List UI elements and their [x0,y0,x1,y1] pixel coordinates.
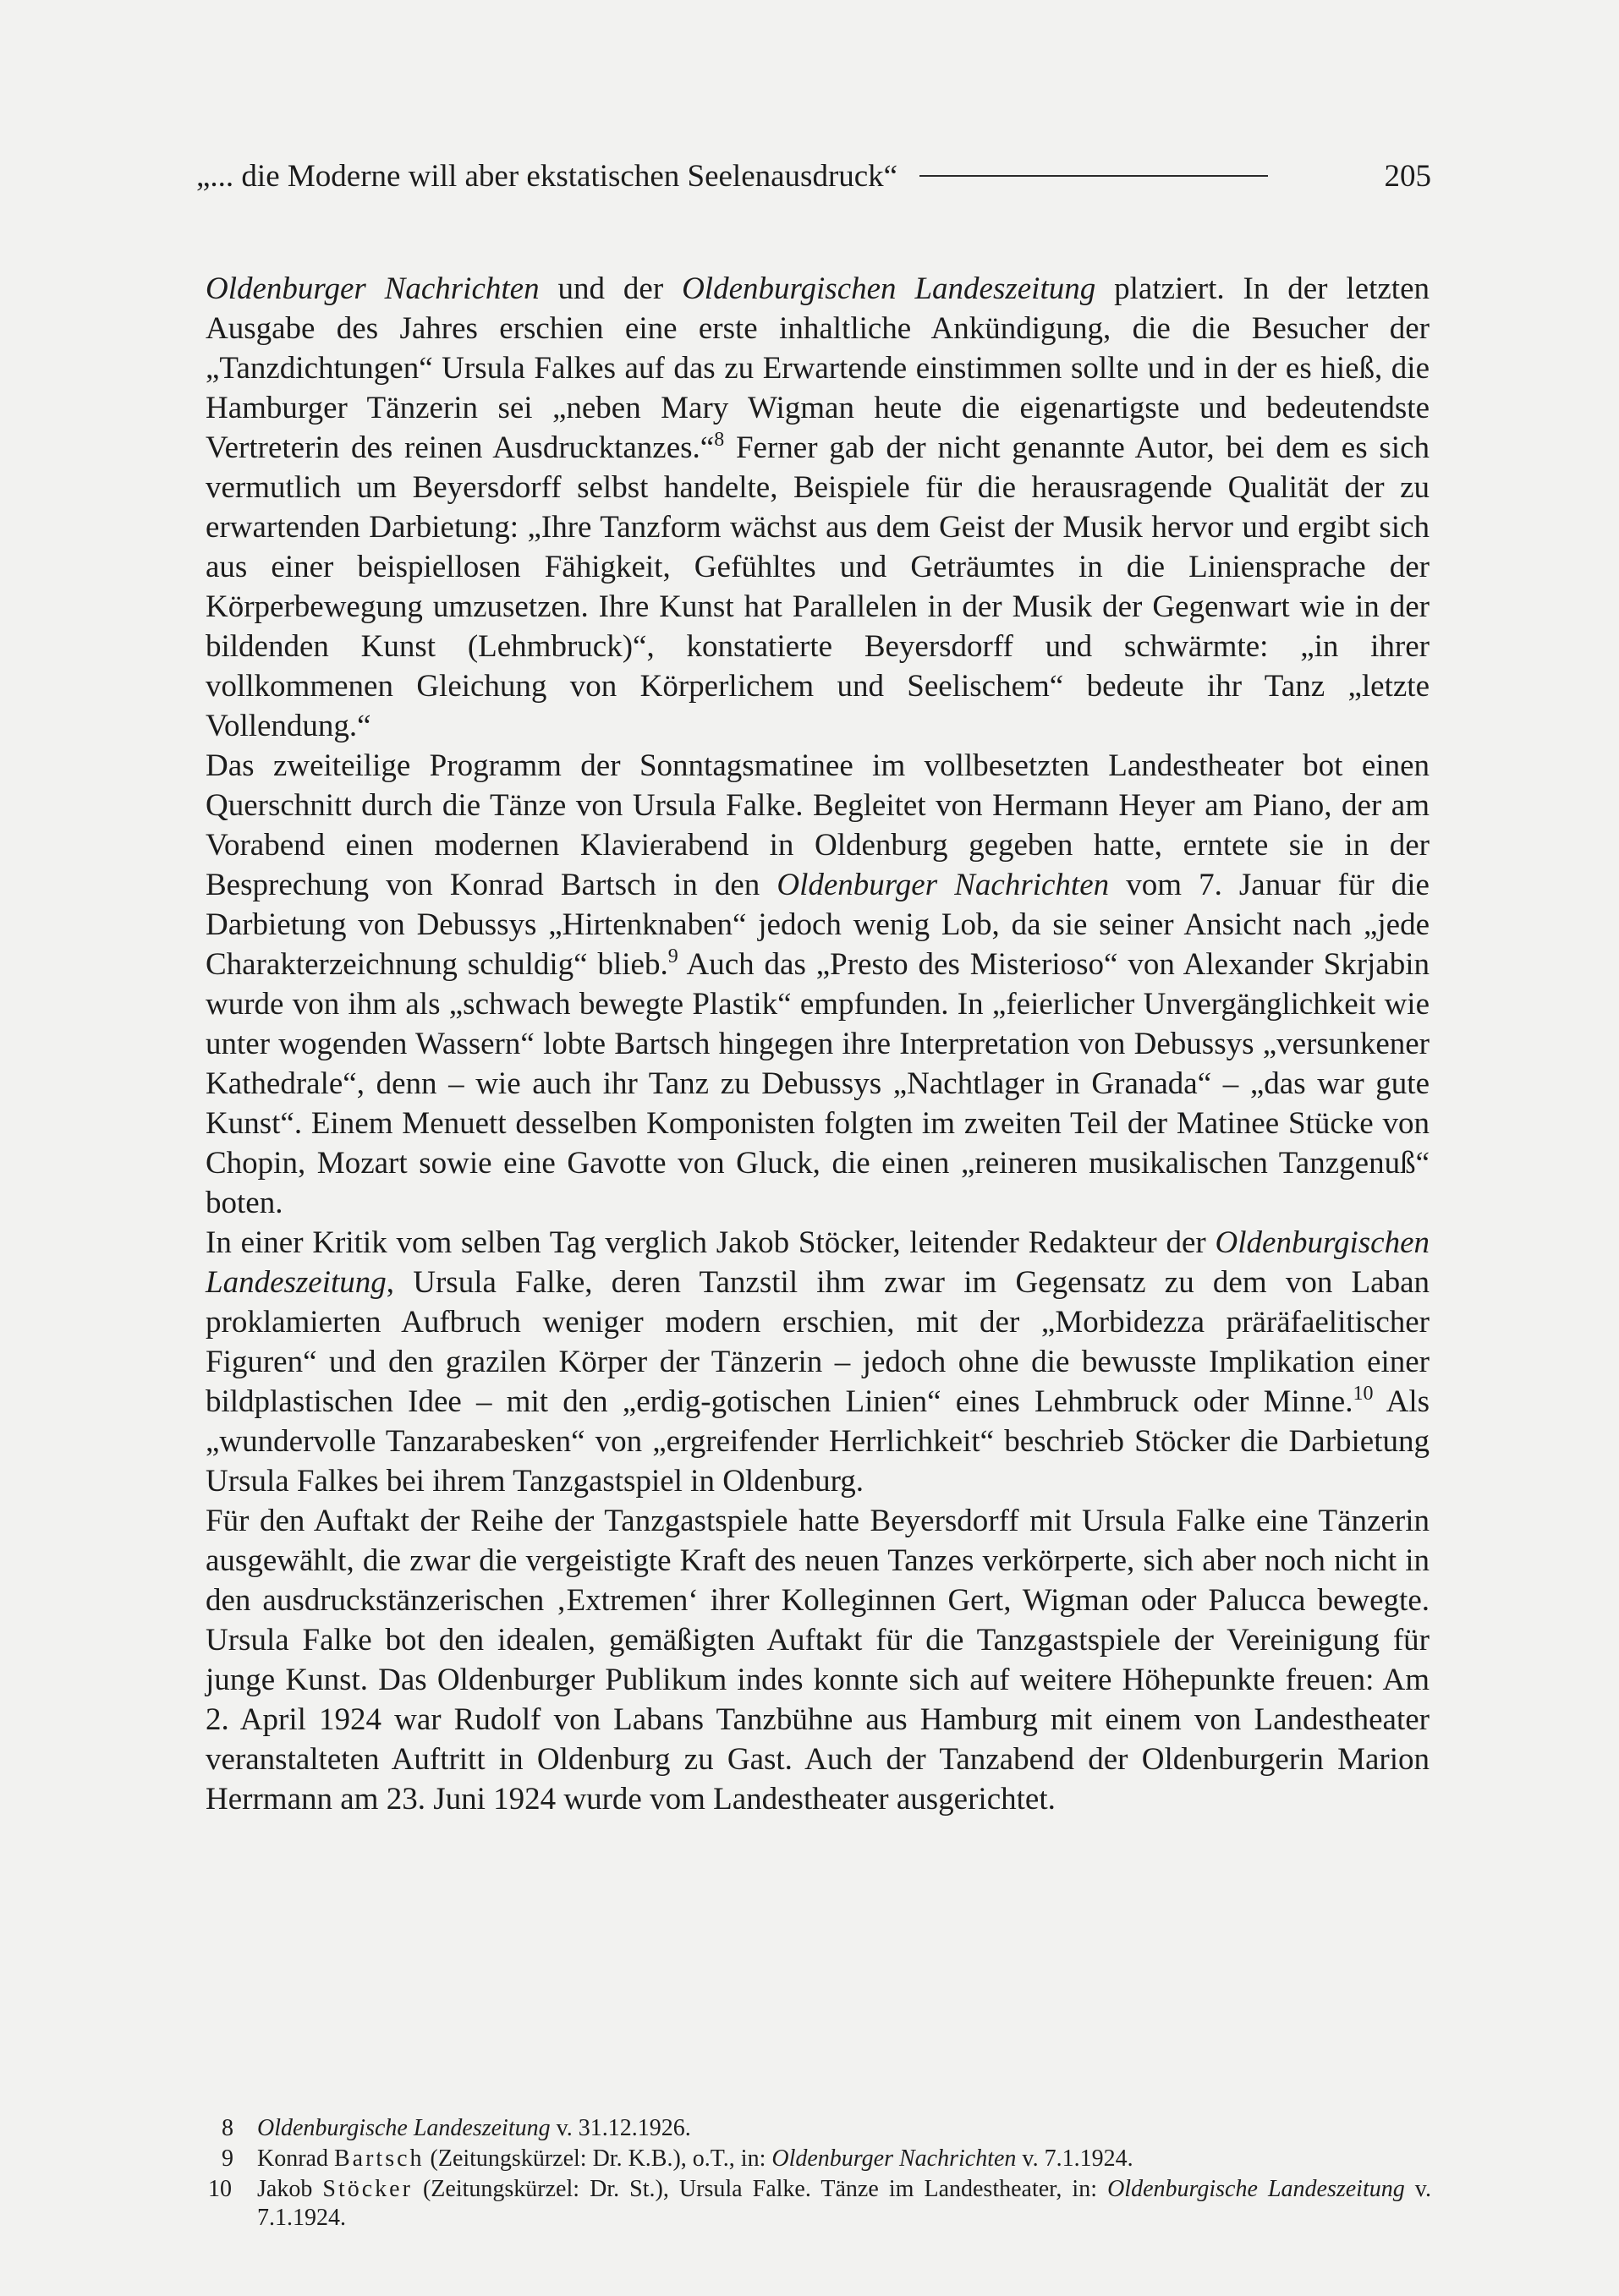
text-run: In einer Kritik vom selben Tag verglich Jakob Stöcker, leitender Redakteur der [206,1225,1216,1260]
footnote-9 [196,2145,1431,2173]
footnote-text [257,2114,1431,2143]
header-rule [919,175,1268,177]
body-text [206,269,1430,1819]
newspaper-title: Oldenburgische Landeszeitung [1107,2176,1405,2202]
footnote-text [257,2145,1431,2173]
footnote-text [257,2175,1431,2233]
text-run: Ferner gab der nicht genannte Autor, bei dem es sich vermutlich um Beyersdorff selbst handelte, Beispiele für die herausragende Qualität der zu erwartenden Darbietung: „Ihre Tanzform wächst aus dem Geist der Musik hervor und ergibt sich aus einer beispiellosen Fähigkeit, Gefühltes und Geträumtes in die Liniensprache der Körperbewegung umzusetzen. Ihre Kunst hat Parallelen in der Musik der Gegenwart wie in der bildenden Kunst (Lehmbruck)“, konstatierte Beyersdorff und schwärmte: „in ihrer vollkommenen Gleichung von Körperlichem und Seelischem“ bedeute ihr Tanz „letzte Vollendung.“ [206,430,1430,743]
text-run: Konrad [257,2145,334,2172]
footnote-10 [196,2175,1431,2233]
text-run: (Zeitungskürzel: Dr. K.B.), o.T., in: [424,2145,772,2172]
footnote-ref-8: 8 [714,429,725,451]
paragraph-1 [206,269,1430,746]
text-run: Jakob [257,2176,323,2202]
text-run: v. 31.12.1926. [550,2115,691,2141]
footnote-number: 8 [222,2115,233,2141]
text-run: Das zweiteilige Programm der Sonntagsmatinee im vollbesetzten Landestheater bot einen Querschnitt durch die Tänze von Ursula Falke. Begleitet von Hermann Heyer am Piano, der am Vorabend einen modernen Klavierabend in Oldenburg gegeben hatte, erntete sie in der Besprechung von Konrad Bartsch in den [206,748,1430,902]
footnote-number: 10 [208,2176,232,2202]
text-run: platziert. In der letzten Ausgabe des Jahres erschien eine erste inhaltliche Ankündigung, die die Besucher der „Tanzdichtungen“ Ursula Falkes auf das zu Erwartende einstimmen sollte und in der es hieß, die Hamburger Tänzerin sei „neben Mary Wigman heute die eigenartigste und bedeutendste Vertreterin des reinen Ausdrucktanzes.“ [206,271,1430,465]
author-surname: Stöcker [322,2176,413,2202]
footnotes [196,2114,1431,2234]
paragraph-4: Für den Auftakt der Reihe der Tanzgastspiele hatte Beyersdorff mit Ursula Falke eine Tänzerin ausgewählt, die zwar die vergeistigte Kraft des neuen Tanzes verkörperte, sich aber noch nicht in den ausdruckstänzerischen ‚Extremen‘ ihrer Kolleginnen Gert, Wigman oder Palucca bewegte. Ursula Falke bot den idealen, gemäßigten Auftakt für die Tanzgastspiele der Vereinigung für junge Kunst. Das Oldenburger Publikum indes konnte sich auf weitere Höhepunkte freuen: Am 2. April 1924 war Rudolf von Labans Tanzbühne aus Hamburg mit einem von Landestheater veranstalteten Auftritt in Oldenburg zu Gast. Auch der Tanzabend der Oldenburgerin Marion Herrmann am 23. Juni 1924 wurde vom Landestheater ausgerichtet. [206,1504,1430,1817]
text-run: und der [539,271,683,306]
text-run: (Zeitungskürzel: Dr. St.), Ursula Falke. Tänze im Landestheater, in: [412,2176,1108,2202]
text-run: v. 7.1.1924. [1016,2145,1133,2172]
author-surname: Bartsch [333,2145,425,2172]
text-run: vom 7. Januar für die Darbietung von Debussys „Hirtenknaben“ jedoch wenig Lob, da sie seiner Ansicht nach „jede Charakterzeichnung schuldig“ blieb. [206,868,1430,982]
footnote-ref-9: 9 [667,945,678,967]
page-number: 205 [1384,158,1431,194]
running-header [196,151,1431,201]
newspaper-title: Oldenburger Nachrichten [777,868,1110,902]
newspaper-title: Oldenburger Nachrichten [206,271,540,306]
newspaper-title: Oldenburgischen Landeszeitung [206,1225,1430,1300]
text-run: Als „wundervolle Tanzarabesken“ von „ergreifender Herrlichkeit“ beschrieb Stöcker die Darbietung Ursula Falkes bei ihrem Tanzgastspiel in Oldenburg. [206,1384,1430,1499]
footnote-ref-10: 10 [1353,1383,1374,1405]
running-title: „... die Moderne will aber ekstatischen Seelenausdruck“ [196,158,898,194]
paragraph-3 [206,1223,1430,1501]
newspaper-title: Oldenburgischen Landeszeitung [682,271,1096,306]
text-run: , Ursula Falke, deren Tanzstil ihm zwar im Gegensatz zu dem von Laban proklamierten Aufbruch weniger modern erschien, mit der „Morbidezza präräfaelitischer Figuren“ und den grazilen Körper der Tänzerin – jedoch ohne die bewusste Implikation einer bildplastischen Idee – mit den „erdig-gotischen Linien“ eines Lehmbruck oder Minne. [206,1265,1430,1419]
text-run: v. 7.1.1924. [257,2176,1431,2231]
newspaper-title: Oldenburger Nachrichten [771,2145,1017,2172]
text-run: Auch das „Presto des Misterioso“ von Alexander Skrjabin wurde von ihm als „schwach bewegte Plastik“ empfunden. In „feierlicher Unvergänglichkeit wie unter wogenden Wassern“ lobte Bartsch hingegen ihre Interpretation von Debussys „versunkener Kathedrale“, denn – wie auch ihr Tanz zu Debussys „Nachtlager in Granada“ – „das war gute Kunst“. Einem Menuett desselben Komponisten folgten im zweiten Teil der Matinee Stücke von Chopin, Mozart sowie eine Gavotte von Gluck, die einen „reineren musikalischen Tanzgenuß“ boten. [206,947,1430,1220]
paragraph-2 [206,746,1430,1223]
footnote-number: 9 [222,2145,233,2172]
footnote-8 [196,2114,1431,2143]
newspaper-title: Oldenburgische Landeszeitung [257,2115,551,2141]
